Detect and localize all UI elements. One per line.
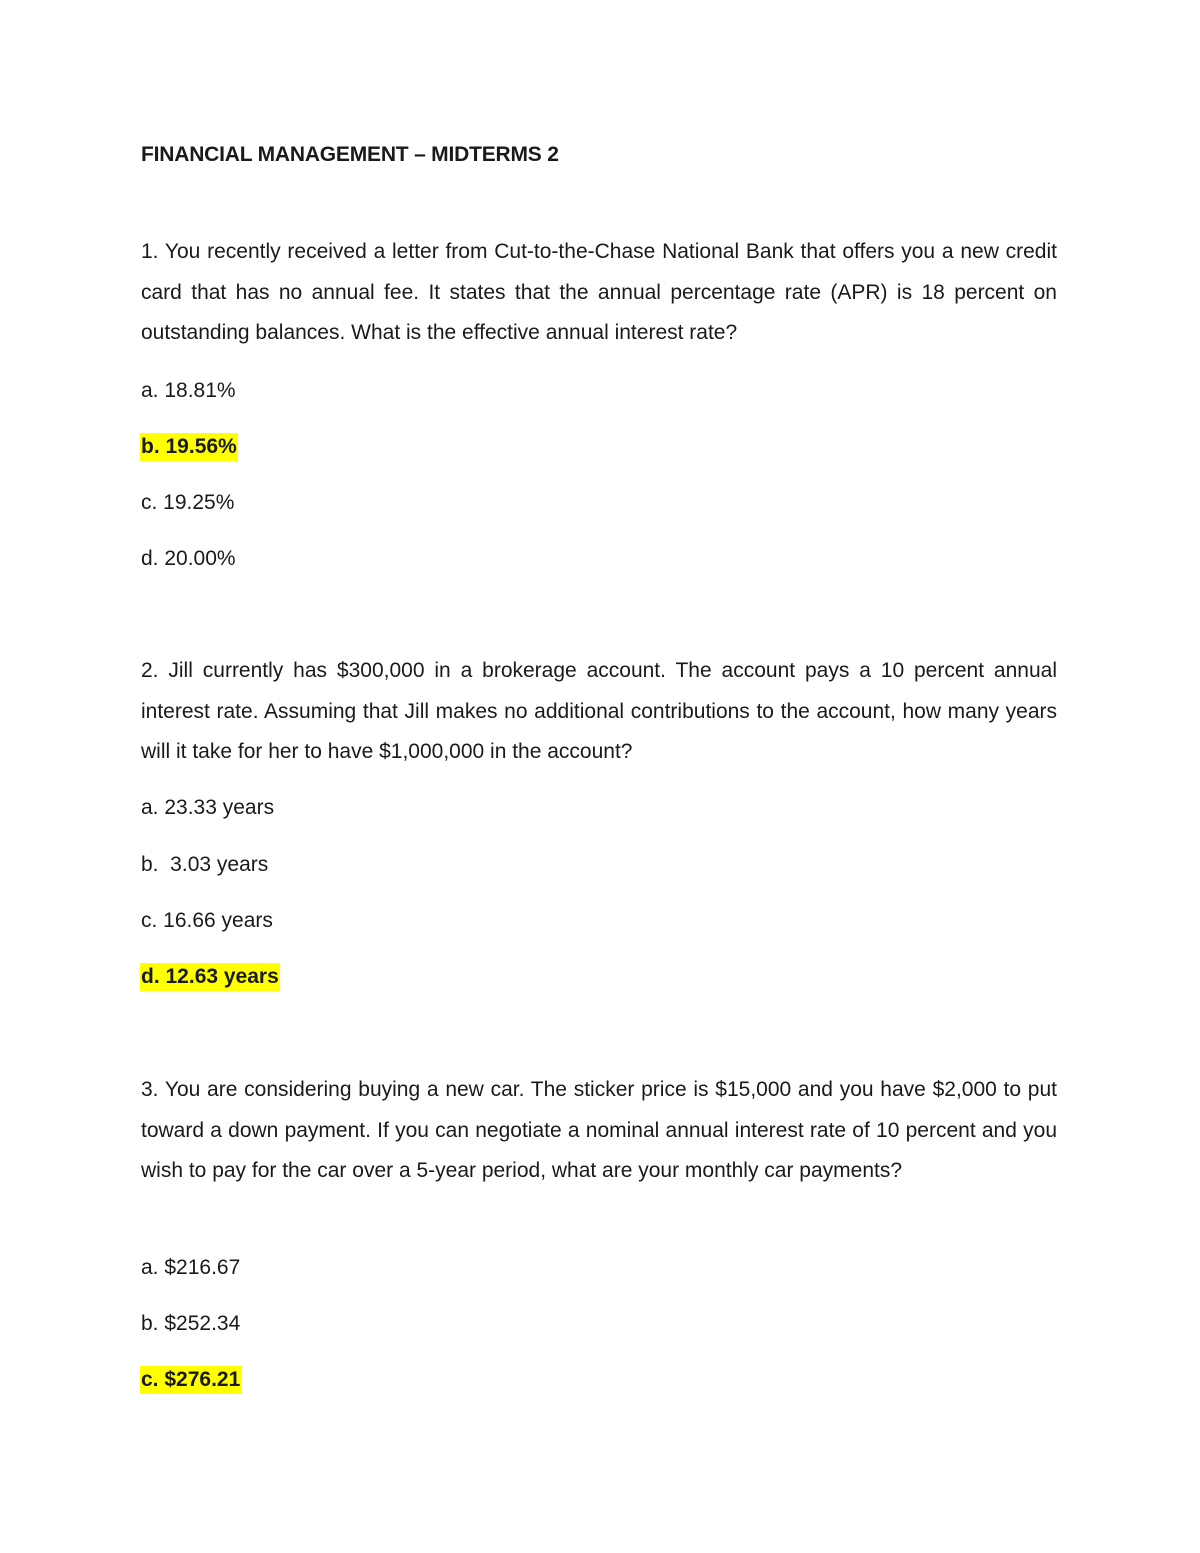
answer-option: c. 19.25% [141,491,235,514]
answer-option: b. $252.34 [141,1312,241,1335]
question-2 [141,651,1057,988]
answer-option: a. $216.67 [141,1256,241,1279]
answer-option: b. 3.03 years [141,853,269,876]
document-title: FINANCIAL MANAGEMENT – MIDTERMS 2 [141,143,559,166]
answer-option: d. 20.00% [141,547,236,570]
answer-option: a. 18.81% [141,379,236,402]
question-stem: 3. You are considering buying a new car. The sticker price is $15,000 and you have $2,000 to put toward a down payment. If you can negotiate a nominal annual interest rate of 10 percent and you wish to pay for the car over a 5-year period, what are your monthly car payments? [141,1078,1057,1182]
answer-option: a. 23.33 years [141,796,275,819]
correct-answer-option: b. 19.56% [140,433,238,461]
correct-answer-option: d. 12.63 years [140,963,280,991]
question-1 [141,232,1057,570]
question-stem: 1. You recently received a letter from Cut-to-the-Chase National Bank that offers you a new credit card that has no annual fee. It states that the annual percentage rate (APR) is 18 percent on outstanding balances. What is the effective annual interest rate? [141,240,1057,344]
question-stem: 2. Jill currently has $300,000 in a brokerage account. The account pays a 10 percent annual interest rate. Assuming that Jill makes no additional contributions to the account, how many years will it take for her to have $1,000,000 in the account? [141,659,1057,763]
answer-option: c. 16.66 years [141,909,273,932]
question-3 [141,1070,1057,1391]
correct-answer-option: c. $276.21 [140,1366,241,1394]
